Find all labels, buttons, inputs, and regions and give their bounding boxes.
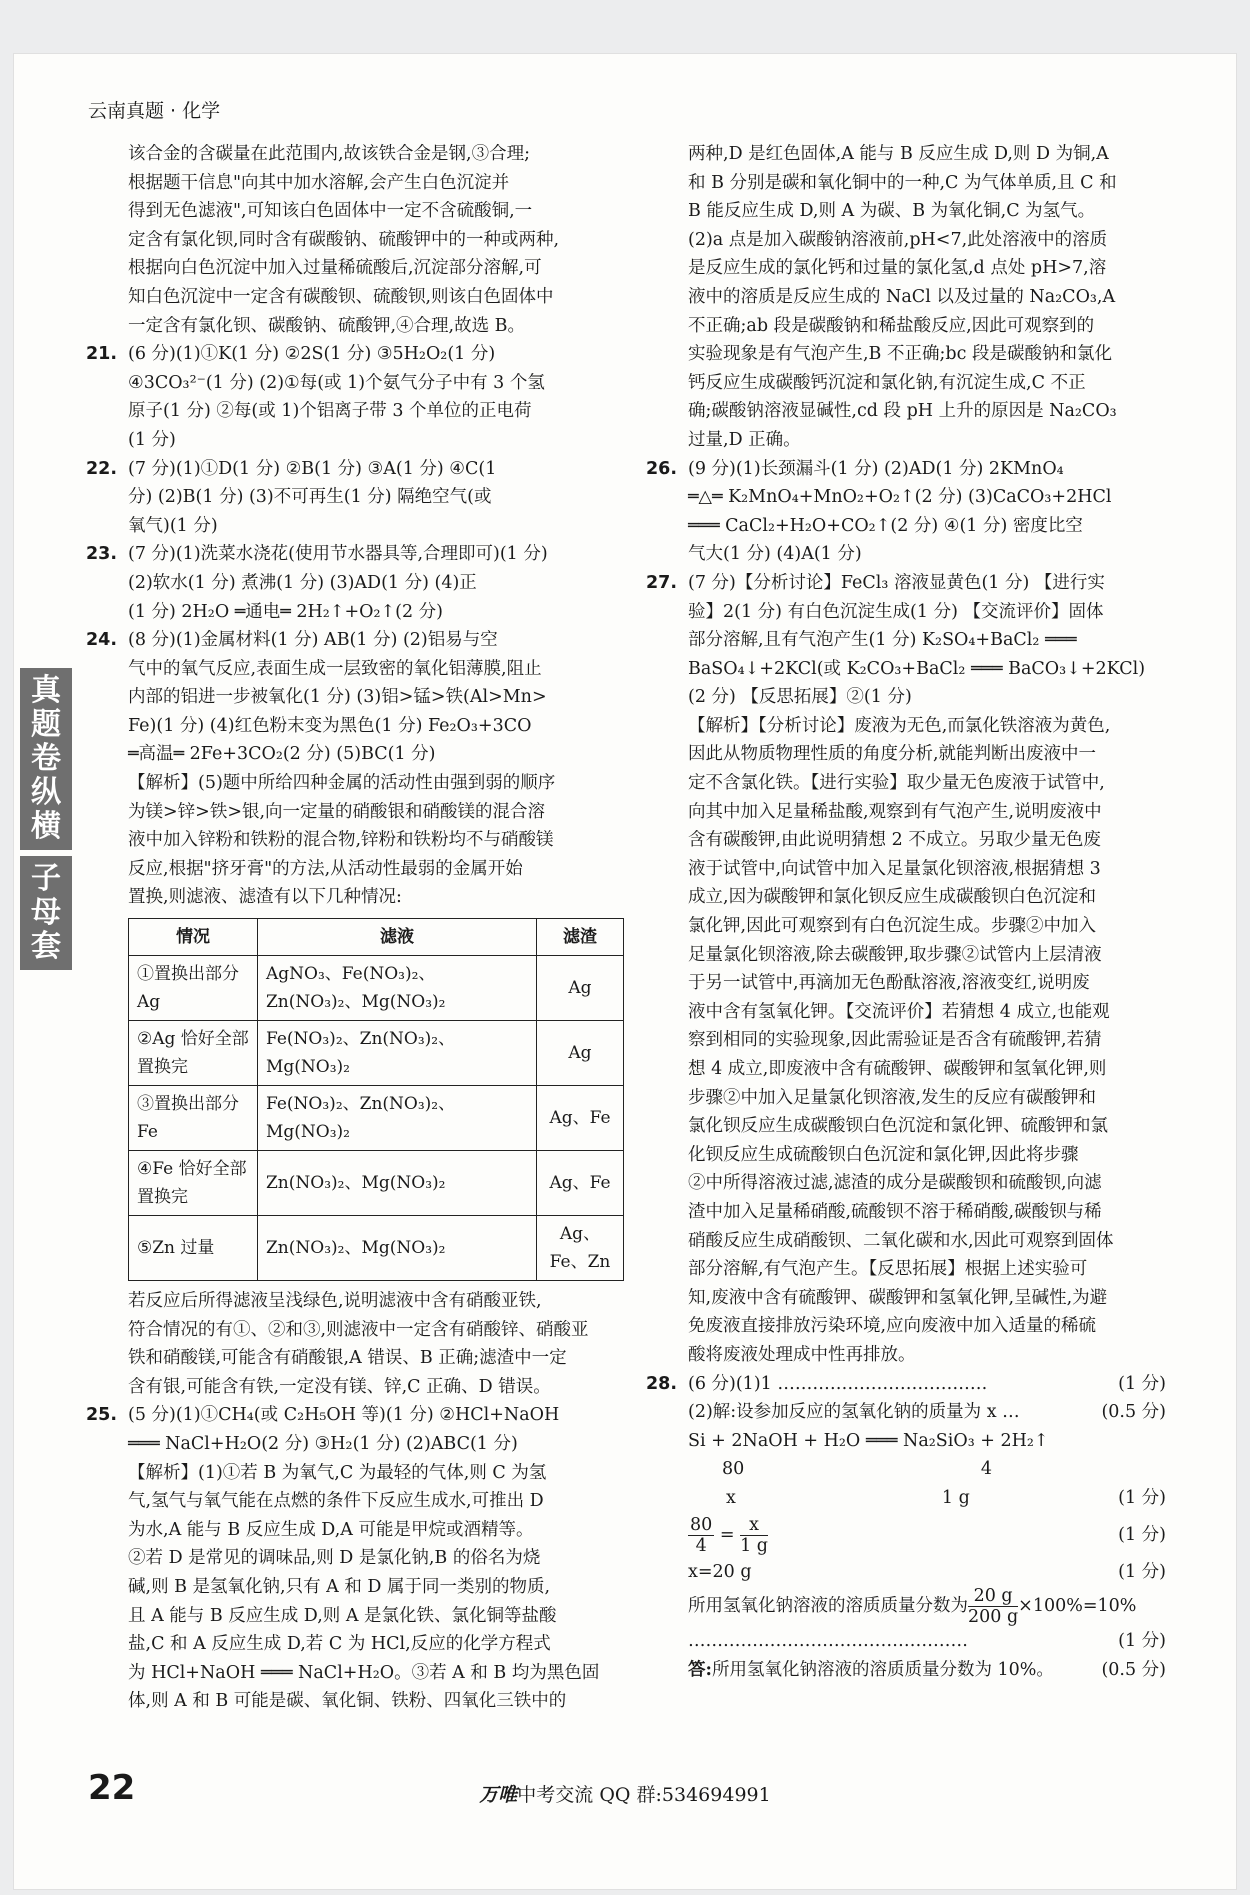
table-cell: ②Ag 恰好全部置换完 <box>129 1021 258 1086</box>
score: (0.5 分) <box>1101 1659 1166 1680</box>
text-line: 该合金的含碳量在此范围内,故该铁合金是钢,③合理; <box>128 144 531 164</box>
denominator: 4 <box>695 1535 707 1556</box>
question-number: 28. <box>646 1373 678 1394</box>
ratio: $\frac{80}{4}$ = $\frac{x}{1 g}$ <box>690 1514 768 1556</box>
text-line: 部分溶解,有气泡产生。【反思拓展】根据上述实验可 <box>688 1259 1088 1280</box>
text-line: 根据题干信息"向其中加水溶解,会产生白色沉淀并 <box>128 172 510 193</box>
q28-line <box>688 1515 1166 1556</box>
text-line: (9 分)(1)长颈漏斗(1 分) (2)AD(1 分) 2KMnO₄ <box>688 458 1064 479</box>
score: (0.5 分) <box>1101 1402 1166 1423</box>
mass: 1 g <box>941 1487 970 1508</box>
table-cell: Ag、Fe、Zn <box>537 1216 624 1281</box>
text-line: (1 分) <box>128 429 176 450</box>
text-line: 化钡反应生成硫酸钡白色沉淀和氯化钾,因此将步骤 <box>688 1144 1079 1165</box>
footer-text: 中考交流 QQ 群:534694991 <box>517 1784 771 1806</box>
text-line: 为水,A 能与 B 反应生成 D,A 可能是甲烷或酒精等。 <box>128 1519 534 1540</box>
q28-line <box>688 1627 1166 1656</box>
question-22 <box>86 455 624 541</box>
text-line: 原子(1 分) ②每(或 1)个铝离子带 3 个单位的正电荷 <box>128 401 532 422</box>
table-header: 情况 <box>129 919 258 956</box>
table-row <box>129 1086 624 1151</box>
denominator: 1 g <box>740 1535 768 1556</box>
table-cell: Ag、Fe <box>537 1151 624 1216</box>
side-tab-char: 横 <box>31 809 61 844</box>
text-line: 盐,C 和 A 反应生成 D,若 C 为 HCl,反应的化学方程式 <box>128 1634 551 1655</box>
table-header-row <box>129 919 624 956</box>
q28-line <box>688 1586 1166 1627</box>
fraction <box>688 1515 714 1556</box>
text-line: 含有银,可能含有铁,一定没有镁、锌,C 正确、D 错误。 <box>128 1376 551 1397</box>
side-tab-char: 题 <box>31 707 61 742</box>
text-line: 为 HCl+NaOH ═══ NaCl+H₂O。③若 A 和 B 均为黑色固 <box>128 1662 600 1683</box>
text-line: (6 分)(1)①K(1 分) ②2S(1 分) ③5H₂O₂(1 分) <box>128 344 496 365</box>
text-line: 符合情况的有①、②和③,则滤液中一定含有硝酸锌、硝酸亚 <box>128 1319 589 1340</box>
text-line: (8 分)(1)金属材料(1 分) AB(1 分) (2)铝易与空 <box>128 630 498 651</box>
continued-analysis-25 <box>646 140 1166 455</box>
text-line: ═══ CaCl₂+H₂O+CO₂↑(2 分) ④(1 分) 密度比空 <box>688 515 1083 536</box>
leader-dots: ………………………………………… <box>688 1631 968 1652</box>
numerator: 80 <box>690 1514 713 1535</box>
text-line: 确;碳酸钠溶液显碱性,cd 段 pH 上升的原因是 Na₂CO₃ <box>688 401 1117 422</box>
text-line: 不正确;ab 段是碳酸钠和稀盐酸反应,因此可观察到的 <box>688 315 1095 336</box>
numerator: x <box>740 1515 768 1536</box>
question-number: 22. <box>86 458 118 479</box>
text-line: 过量,D 正确。 <box>688 429 801 450</box>
text-line: 步骤②中加入足量氯化钡溶液,发生的反应有碳酸钾和 <box>688 1087 1097 1108</box>
text-line: 铁和硝酸镁,可能含有硝酸银,A 错误、B 正确;滤渣中一定 <box>128 1348 567 1369</box>
table-header: 滤渣 <box>537 919 624 956</box>
question-number: 25. <box>86 1405 118 1426</box>
footer-info <box>0 1780 1250 1807</box>
side-tab-practice <box>20 668 72 850</box>
text-line: 定不含氯化铁。【进行实验】取少量无色废液于试管中, <box>688 773 1105 794</box>
text-line: 为镁>锌>铁>银,向一定量的硝酸银和硝酸镁的混合溶 <box>128 801 546 822</box>
fraction <box>968 1586 1018 1627</box>
table-cell: ⑤Zn 过量 <box>129 1216 258 1281</box>
text-line: ═高温═ 2Fe+3CO₂(2 分) (5)BC(1 分) <box>128 744 436 765</box>
text-line: 硝酸反应生成硝酸钡、二氧化碳和水,因此可观察到固体 <box>688 1230 1114 1251</box>
question-24 <box>86 626 624 769</box>
text-line: BaSO₄↓+2KCl(或 K₂CO₃+BaCl₂ ═══ BaCO₃↓+2KCl) <box>688 658 1146 679</box>
molar-mass: 80 <box>722 1459 745 1480</box>
text-line: ═△═ K₂MnO₄+MnO₂+O₂↑(2 分) (3)CaCO₃+2HCl <box>688 487 1112 508</box>
equation: Si + 2NaOH + H₂O ═══ Na₂SiO₃ + 2H₂↑ <box>688 1430 1049 1451</box>
variable: x <box>726 1487 736 1508</box>
text-line: 渣中加入足量稀硝酸,硫酸钡不溶于稀硝酸,碳酸钡与稀 <box>688 1201 1102 1222</box>
percent-formula <box>688 1586 1136 1627</box>
score: (1 分) <box>1118 1487 1166 1508</box>
analysis-27 <box>646 712 1166 1370</box>
side-tab-char: 真 <box>31 673 61 708</box>
question-23 <box>86 540 624 626</box>
text-line: 【解析】(5)题中所给四种金属的活动性由强到弱的顺序 <box>128 773 556 794</box>
text-line: 气中的氧气反应,表面生成一层致密的氧化铝薄膜,阻止 <box>128 658 542 679</box>
q28-line <box>688 1656 1166 1685</box>
text-line: (2)解:设参加反应的氢氧化钠的质量为 x … <box>688 1402 1020 1423</box>
question-number: 24. <box>86 630 118 651</box>
table-header: 滤液 <box>258 919 537 956</box>
denominator: 200 g <box>968 1607 1019 1628</box>
text-line: 若反应后所得滤液呈浅绿色,说明滤液中含有硝酸亚铁, <box>128 1291 542 1312</box>
side-tab-char: 子 <box>31 861 61 896</box>
question-25 <box>86 1401 624 1458</box>
text-line: (2 分) 【反思拓展】②(1 分) <box>688 687 912 708</box>
text: 所用氢氧化钠溶液的溶质质量分数为 <box>688 1596 968 1617</box>
text-line: 察到相同的实验现象,因此需验证是否含有硫酸钾,若猜 <box>688 1030 1102 1051</box>
text-line: 【解析】【分析讨论】废液为无色,而氯化铁溶液为黄色, <box>688 715 1111 736</box>
text-line: 于另一试管中,再滴加无色酚酞溶液,溶液变红,说明废 <box>688 973 1090 994</box>
text-line: 根据向白色沉淀中加入过量稀硫酸后,沉淀部分溶解,可 <box>128 258 542 279</box>
table-row <box>129 1021 624 1086</box>
score: (1 分) <box>1118 1631 1166 1652</box>
q28-line <box>688 1455 992 1484</box>
filtrate-residue-table <box>128 918 624 1281</box>
text-line: 液中的溶质是反应生成的 NaCl 以及过量的 Na₂CO₃,A <box>688 286 1116 307</box>
text-line: (1 分) 2H₂O ═通电═ 2H₂↑+O₂↑(2 分) <box>128 601 443 622</box>
table-cell: Fe(NO₃)₂、Zn(NO₃)₂、Mg(NO₃)₂ <box>258 1086 537 1151</box>
question-21 <box>86 340 624 454</box>
question-number: 26. <box>646 458 678 479</box>
text-line: 气大(1 分) (4)A(1 分) <box>688 544 862 565</box>
text-line: 是反应生成的氯化钙和过量的氯化氢,d 点处 pH>7,溶 <box>688 258 1107 279</box>
table-cell: Ag、Fe <box>537 1086 624 1151</box>
question-26 <box>646 455 1166 569</box>
text-line: 钙反应生成碳酸钙沉淀和氯化钠,有沉淀生成,C 不正 <box>688 372 1086 393</box>
table-cell: Zn(NO₃)₂、Mg(NO₃)₂ <box>258 1151 537 1216</box>
text-line: 两种,D 是红色固体,A 能与 B 反应生成 D,则 D 为铜,A <box>688 144 1109 164</box>
side-tab-char: 纵 <box>31 775 61 810</box>
table-cell: Ag <box>537 956 624 1021</box>
table-row <box>129 1151 624 1216</box>
side-tab-char: 卷 <box>31 741 61 776</box>
text-line: 内部的铝进一步被氧化(1 分) (3)铝>锰>铁(Al>Mn> <box>128 687 547 708</box>
text-line: (7 分)(1)洗菜水浇花(使用节水器具等,合理即可)(1 分) <box>128 544 548 565</box>
table-cell: Ag <box>537 1021 624 1086</box>
table-row <box>129 1216 624 1281</box>
question-number: 27. <box>646 572 678 593</box>
table-cell: ③置换出部分 Fe <box>129 1086 258 1151</box>
text-line: 体,则 A 和 B 可能是碳、氧化铜、铁粉、四氧化三铁中的 <box>128 1691 567 1712</box>
text-line: 实验现象是有气泡产生,B 不正确;bc 段是碳酸钠和氯化 <box>688 344 1112 365</box>
continued-analysis <box>86 140 624 340</box>
answer: 所用氢氧化钠溶液的溶质质量分数为 10%。 <box>711 1659 1054 1680</box>
analysis-25 <box>86 1459 624 1716</box>
page-number: 22 <box>88 1768 136 1808</box>
analysis-24 <box>86 769 624 912</box>
text-line: (2)软水(1 分) 煮沸(1 分) (3)AD(1 分) (4)正 <box>128 572 477 593</box>
text-line: 定含有氯化钡,同时含有碳酸钠、硫酸钾中的一种或两种, <box>128 229 560 250</box>
page-header: 云南真题 · 化学 <box>88 100 221 122</box>
text-line: 【解析】(1)①若 B 为氧气,C 为最轻的气体,则 C 为氢 <box>128 1462 547 1483</box>
text-line: 部分溶解,且有气泡产生(1 分) K₂SO₄+BaCl₂ ═══ <box>688 630 1077 651</box>
text-line: 因此从物质物理性质的角度分析,就能判断出废液中一 <box>688 744 1097 765</box>
question-27 <box>646 569 1166 712</box>
left-column <box>86 140 624 1716</box>
numerator: 20 g <box>968 1586 1018 1607</box>
brand-logo: 万唯 <box>479 1784 518 1806</box>
text-line: ═══ NaCl+H₂O(2 分) ③H₂(1 分) (2)ABC(1 分) <box>128 1434 518 1454</box>
side-tab-char: 套 <box>31 929 61 964</box>
text-line: 反应,根据"挤牙膏"的方法,从活动性最弱的金属开始 <box>128 858 523 879</box>
q28-line <box>688 1370 1166 1399</box>
table-cell: Zn(NO₃)₂、Mg(NO₃)₂ <box>258 1216 537 1281</box>
text-line: 碱,则 B 是氢氧化钠,只有 A 和 D 属于同一类别的物质, <box>128 1576 551 1597</box>
text-line: 成立,因为碳酸钾和氯化钡反应生成碳酸钡白色沉淀和 <box>688 887 1097 908</box>
text-line: 气,氢气与氧气能在点燃的条件下反应生成水,可推出 D <box>128 1491 544 1512</box>
table-cell: AgNO₃、Fe(NO₃)₂、Zn(NO₃)₂、Mg(NO₃)₂ <box>258 956 537 1021</box>
table-cell: ④Fe 恰好全部置换完 <box>129 1151 258 1216</box>
text-line: 酸将废液处理成中性再排放。 <box>688 1344 916 1365</box>
table-cell: ①置换出部分 Ag <box>129 956 258 1021</box>
score: (1 分) <box>1118 1561 1166 1582</box>
text-line: (5 分)(1)①CH₄(或 C₂H₅OH 等)(1 分) ②HCl+NaOH <box>128 1405 560 1426</box>
text-line: 得到无色滤液",可知该白色固体中一定不含硫酸铜,一 <box>128 201 533 222</box>
score: (1 分) <box>1118 1373 1166 1394</box>
text-line: 知白色沉淀中一定含有碳酸钡、硫酸钡,则该白色固体中 <box>128 286 554 307</box>
side-tabs <box>20 668 72 970</box>
text-line: 知,废液中含有硫酸钾、碳酸钾和氢氧化钾,呈碱性,为避 <box>688 1287 1108 1308</box>
score: (1 分) <box>1118 1524 1166 1545</box>
text-line: 氯化钡反应生成碳酸钡白色沉淀和氯化钾、硫酸钾和氯 <box>688 1116 1108 1137</box>
after-table-text <box>86 1287 624 1401</box>
right-column <box>646 140 1166 1684</box>
text: ×100%=10% <box>1018 1596 1137 1617</box>
text-line: 液于试管中,向试管中加入足量氯化钡溶液,根据猜想 3 <box>688 858 1101 879</box>
text-line: ②中所得溶液过滤,滤渣的成分是碳酸钡和硫酸钡,向滤 <box>688 1173 1102 1194</box>
text-line: 和 B 分别是碳和氧化铜中的一种,C 为气体单质,且 C 和 <box>688 172 1117 193</box>
text-line: 液中加入锌粉和铁粉的混合物,锌粉和铁粉均不与硝酸镁 <box>128 830 554 851</box>
result: x=20 g <box>688 1561 752 1582</box>
text-line: 液中含有氢氧化钾。【交流评价】若猜想 4 成立,也能观 <box>688 1001 1110 1022</box>
text-line: 氧气)(1 分) <box>128 515 218 536</box>
text-line: ②若 D 是常见的调味品,则 D 是氯化钠,B 的俗名为烧 <box>128 1548 541 1569</box>
text-line: 向其中加入足量稀盐酸,观察到有气泡产生,说明废液中 <box>688 801 1102 822</box>
text-line: 分) (2)B(1 分) (3)不可再生(1 分) 隔绝空气(或 <box>128 487 492 508</box>
table-row <box>129 956 624 1021</box>
text-line: 置换,则滤液、滤渣有以下几种情况: <box>128 887 402 908</box>
text-line: (7 分)【分析讨论】FeCl₃ 溶液显黄色(1 分) 【进行实 <box>688 572 1105 593</box>
text-line: 且 A 能与 B 反应生成 D,则 A 是氯化铁、氯化铜等盐酸 <box>128 1605 557 1626</box>
question-28 <box>646 1370 1166 1685</box>
text-line: 足量氯化钡溶液,除去碳酸钾,取步骤②试管内上层清液 <box>688 944 1102 965</box>
text-line: 含有碳酸钾,由此说明猜想 2 不成立。另取少量无色废 <box>688 830 1101 851</box>
q28-line <box>688 1484 1166 1513</box>
molar-mass: 4 <box>980 1459 992 1480</box>
answer-label: 答: <box>688 1659 712 1680</box>
text-line: Fe)(1 分) (4)红色粉末变为黑色(1 分) Fe₂O₃+3CO <box>128 715 532 736</box>
fraction <box>740 1515 768 1556</box>
side-tab-set <box>20 856 72 970</box>
text-line: (7 分)(1)①D(1 分) ②B(1 分) ③A(1 分) ④C(1 <box>128 458 497 479</box>
text-line: (6 分)(1)1 ……………………………… <box>688 1373 988 1394</box>
q28-line <box>688 1398 1166 1427</box>
q28-line <box>688 1558 1166 1587</box>
text-line: 氯化钾,因此可观察到有白色沉淀生成。步骤②中加入 <box>688 916 1097 937</box>
text-line: 验】2(1 分) 有白色沉淀生成(1 分) 【交流评价】固体 <box>688 601 1104 622</box>
text-line: 一定含有氯化钡、碳酸钠、硫酸钾,④合理,故选 B。 <box>128 315 526 336</box>
table-cell: Fe(NO₃)₂、Zn(NO₃)₂、Mg(NO₃)₂ <box>258 1021 537 1086</box>
question-number: 23. <box>86 544 118 565</box>
side-tab-char: 母 <box>31 895 61 930</box>
text-line: (2)a 点是加入碳酸钠溶液前,pH<7,此处溶液中的溶质 <box>688 229 1108 250</box>
text-line: B 能反应生成 D,则 A 为碳、B 为氧化铜,C 为氢气。 <box>688 201 1096 222</box>
question-number: 21. <box>86 344 118 365</box>
text-line: ④3CO₃²⁻(1 分) (2)①每(或 1)个氨气分子中有 3 个氢 <box>128 372 545 393</box>
text-line: 想 4 成立,即废液中含有硫酸钾、碳酸钾和氢氧化钾,则 <box>688 1059 1107 1079</box>
text-line: 免废液直接排放污染环境,应向废液中加入适量的稀硫 <box>688 1316 1097 1337</box>
